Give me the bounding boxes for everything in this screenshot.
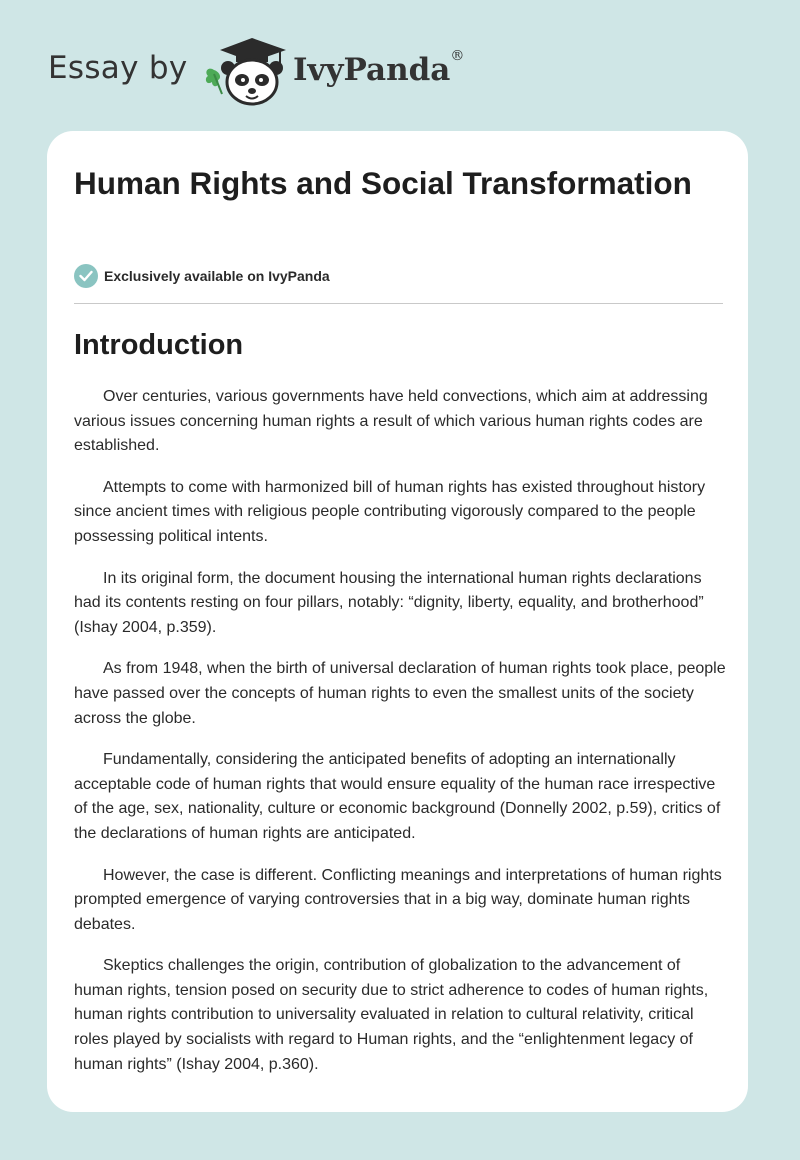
essay-body — [74, 385, 726, 1094]
registered-mark: ® — [450, 48, 465, 64]
paragraph: As from 1948, when the birth of universal declaration of human rights took place, people have passed over the concepts of human rights to even the smallest units of the society across the globe. — [74, 660, 726, 727]
essay-card — [47, 131, 748, 1112]
paragraph: Fundamentally, considering the anticipated benefits of adopting an internationally acceptable code of human rights that would ensure equality of the human race irrespective of the age, sex, nationality, culture or economic background (Donnelly 2002, p.59), critics of the declarations of human rights are anticipated. — [74, 751, 721, 842]
check-circle-icon — [74, 264, 98, 288]
divider — [74, 303, 723, 304]
ivy-leaf-icon — [206, 69, 222, 94]
brand-name[interactable] — [293, 48, 465, 88]
paragraph: Skeptics challenges the origin, contribution of globalization to the advancement of human rights, tension posed on security due to strict adherence to codes of human rights, human rights contribution to universality evaluated in relation to cultural relativity, critical roles played by socialists with regard to Human rights, and the “enlightenment legacy of human rights” (Ishay 2004, p.360). — [74, 957, 709, 1073]
paragraph: Over centuries, various governments have held convections, which aim at addressing various issues concerning human rights a result of which various human rights codes are established. — [74, 388, 708, 455]
badge-label: Exclusively available on IvyPanda — [104, 268, 330, 284]
paragraph: Attempts to come with harmonized bill of human rights has existed throughout history since ancient times with religious people contributing vigorously compared to the people possessing political intents. — [74, 478, 706, 545]
paragraph: However, the case is different. Conflicting meanings and interpretations of human rights prompted emergence of varying controversies that in a big way, dominate human rights debates. — [74, 866, 722, 933]
ivypanda-logo-icon[interactable] — [200, 36, 292, 108]
paragraph: In its original form, the document housing the international human rights declarations had its contents resting on four pillars, notably: “dignity, liberty, equality, and brotherhood” (Ishay 2004, p.359). — [74, 569, 704, 636]
brand-text: IvyPanda — [293, 52, 451, 88]
essay-by-label: Essay by — [48, 50, 188, 86]
site-header — [0, 0, 800, 130]
exclusive-badge — [74, 263, 330, 289]
section-heading: Introduction — [74, 329, 244, 361]
essay-title: Human Rights and Social Transformation — [74, 165, 692, 201]
